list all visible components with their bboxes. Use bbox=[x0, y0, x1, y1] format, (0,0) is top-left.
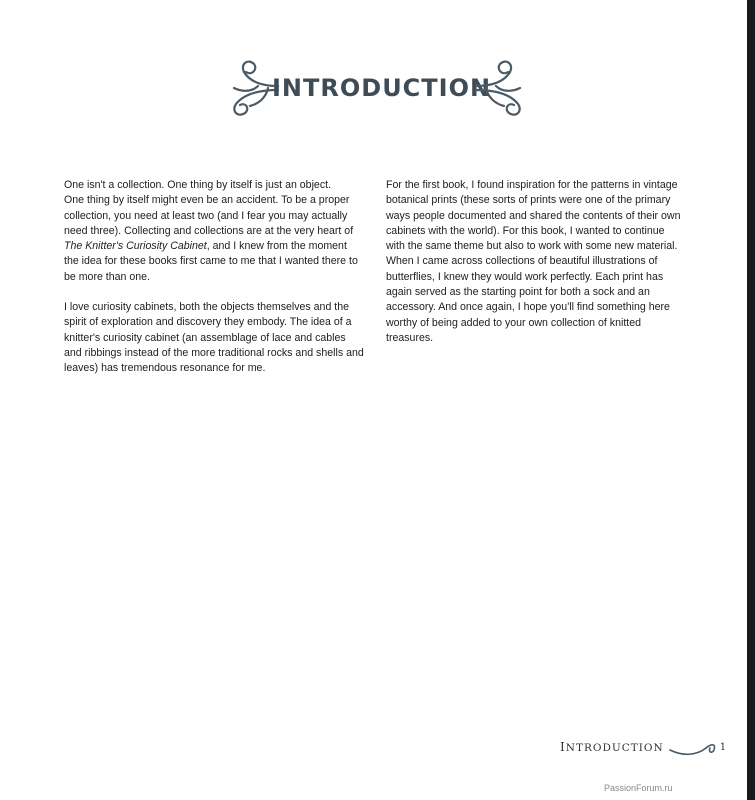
intro-opening-line: One isn't a collection. One thing by itself is just an object. bbox=[64, 179, 332, 191]
page-number: 1 bbox=[719, 741, 727, 753]
intro-paragraph-3: For the first book, I found inspiration for the patterns in vintage botanical prints (these sorts of prints were one of the primary ways people documented and shared the contents of their own cabinets with the world). For this book, I wanted to continue with the same theme but also to work with some new material. When I came across collections of beautiful illustrations of butterflies, I knew they would work perfectly. Each print has again served as the starting point for both a sock and an accessory. And once again, I hope you'll find something here worthy of being added to your own collection of knitted treasures. bbox=[386, 179, 681, 344]
page-title: INTRODUCTION bbox=[272, 74, 492, 102]
intro-paragraph-1 bbox=[64, 178, 364, 285]
intro-paragraph-2: I love curiosity cabinets, both the objects themselves and the spirit of exploration and discovery they embody. The idea of a knitter's curiosity cabinet (an assemblage of lace and cables and ribbings instead of the more traditional rocks and shells and leaves) has tremendous resonance for me. bbox=[64, 301, 364, 375]
intro-paragraph-1-text: One thing by itself might even be an accident. To be a proper collection, you need at least two (and I fear you may actually need three). Collecting and collections are at the very heart of bbox=[64, 194, 354, 237]
book-title-reference: The Knitter's Curiosity Cabinet bbox=[64, 240, 207, 253]
chapter-heading bbox=[222, 52, 532, 122]
flourish-right-icon bbox=[472, 52, 532, 122]
page-edge-strip bbox=[747, 0, 755, 800]
text-column-left bbox=[64, 178, 364, 392]
footer-section-label: INTRODUCTION bbox=[560, 740, 664, 754]
footer-swash-icon bbox=[668, 736, 718, 758]
watermark-text: PassionForum.ru bbox=[604, 783, 673, 793]
text-column-right bbox=[386, 178, 686, 361]
intro-paragraph-1-end: , and I knew from the moment the idea for these books first came to me that I wanted there to be more than one. bbox=[64, 240, 358, 283]
running-footer bbox=[560, 735, 726, 759]
